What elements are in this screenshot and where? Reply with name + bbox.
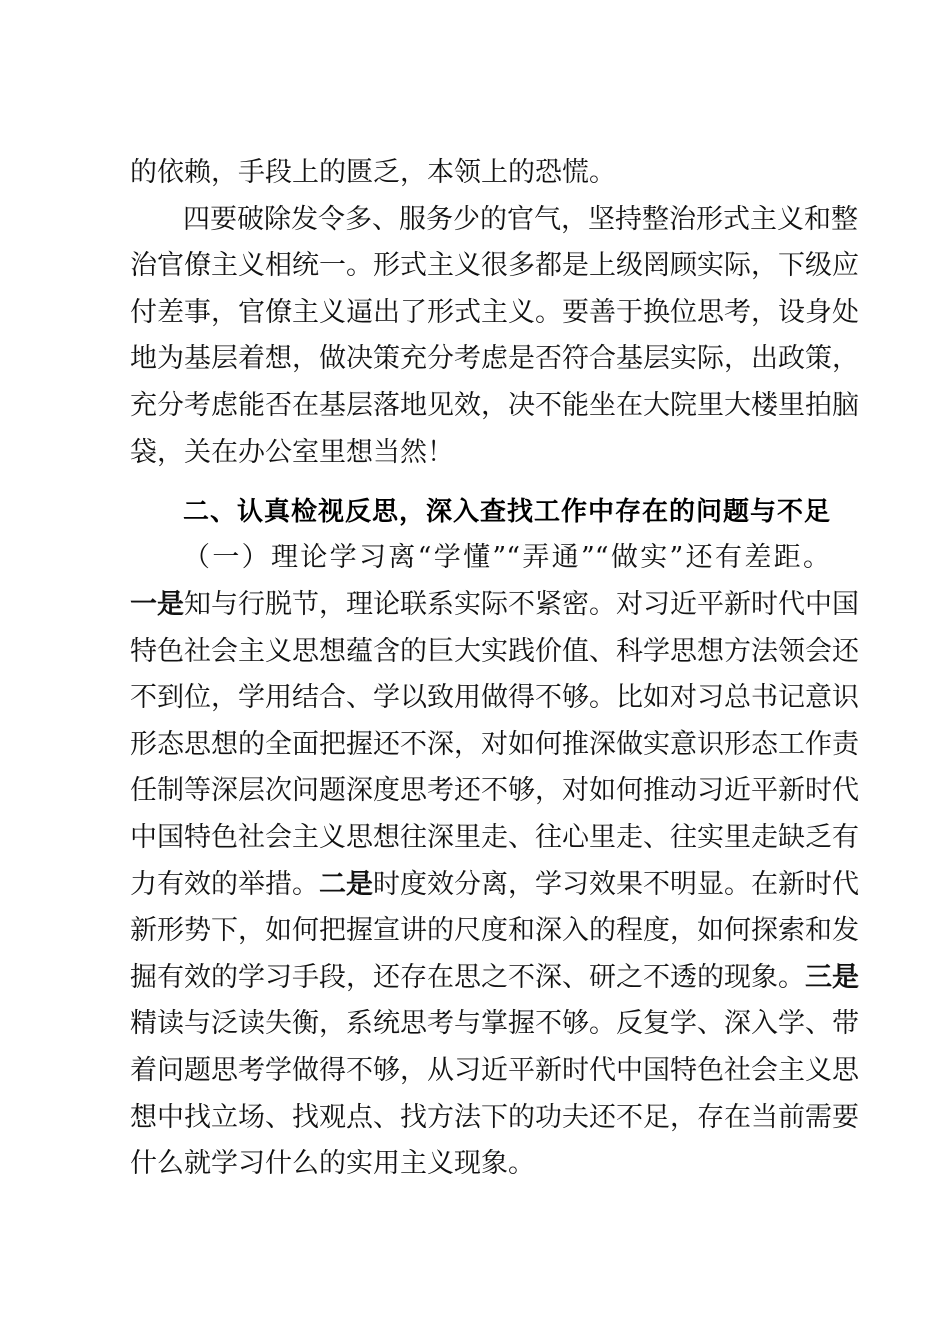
point-label: 二是: [319, 869, 373, 900]
paragraph-text-line: 想中找立场、找观点、找方法下的功夫还不足，存在当前需要: [130, 1102, 859, 1133]
point-label: 一是: [130, 589, 184, 620]
paragraph-text-line: 任制等深层次问题深度思考还不够，对如何推动习近平新时代: [130, 775, 859, 806]
paragraph-text-line: 袋，关在办公室里想当然！: [130, 437, 454, 468]
section-heading: 二、认真检视反思，深入查找工作中存在的问题与不足: [183, 497, 830, 527]
paragraph-text-line: 地为基层着想，做决策充分考虑是否符合基层实际，出政策，: [130, 343, 859, 374]
paragraph-text-line: 四要破除发令多、服务少的官气，坚持整治形式主义和整: [183, 204, 858, 235]
paragraph-text-line: [130, 863, 859, 907]
paragraph-text-line: 形态思想的全面把握还不深，对如何推深做实意识形态工作责: [130, 729, 859, 760]
paragraph-text-line: 不到位，学用结合、学以致用做得不够。比如对习总书记意识: [130, 682, 859, 713]
subsection-heading: （一）理论学习离“学懂”“弄通”“做实”还有差距。: [183, 542, 830, 573]
paragraph-text-segment: 力有效的举措。: [130, 869, 319, 900]
paragraph-text-line: [130, 583, 859, 627]
paragraph-text-segment: 时度效分离，学习效果不明显。在新时代: [373, 869, 859, 900]
paragraph-text-line: 的依赖，手段上的匮乏，本领上的恐慌。: [130, 157, 616, 188]
paragraph-text-line: 精读与泛读失衡，系统思考与掌握不够。反复学、深入学、带: [130, 1008, 859, 1039]
point-label: 三是: [805, 962, 859, 993]
paragraph-text-segment: 掘有效的学习手段，还存在思之不深、研之不透的现象。: [130, 962, 805, 993]
paragraph-text-line: 充分考虑能否在基层落地见效，决不能坐在大院里大楼里拍脑: [130, 390, 859, 421]
paragraph-text-line: 特色社会主义思想蕴含的巨大实践价值、科学思想方法领会还: [130, 636, 859, 667]
paragraph-text-line: [130, 956, 859, 1000]
paragraph-text-line: 什么就学习什么的实用主义现象。: [130, 1148, 535, 1179]
paragraph-text-line: 中国特色社会主义思想往深里走、往心里走、往实里走缺乏有: [130, 822, 859, 853]
paragraph-text-line: 着问题思考学做得不够，从习近平新时代中国特色社会主义思: [130, 1055, 859, 1086]
paragraph-text-line: 付差事，官僚主义逼出了形式主义。要善于换位思考，设身处: [130, 297, 859, 328]
paragraph-text-segment: 知与行脱节，理论联系实际不紧密。对习近平新时代中国: [184, 589, 859, 620]
paragraph-text-line: 治官僚主义相统一。形式主义很多都是上级罔顾实际，下级应: [130, 250, 859, 281]
paragraph-text-line: 新形势下，如何把握宣讲的尺度和深入的程度，如何探索和发: [130, 915, 859, 946]
